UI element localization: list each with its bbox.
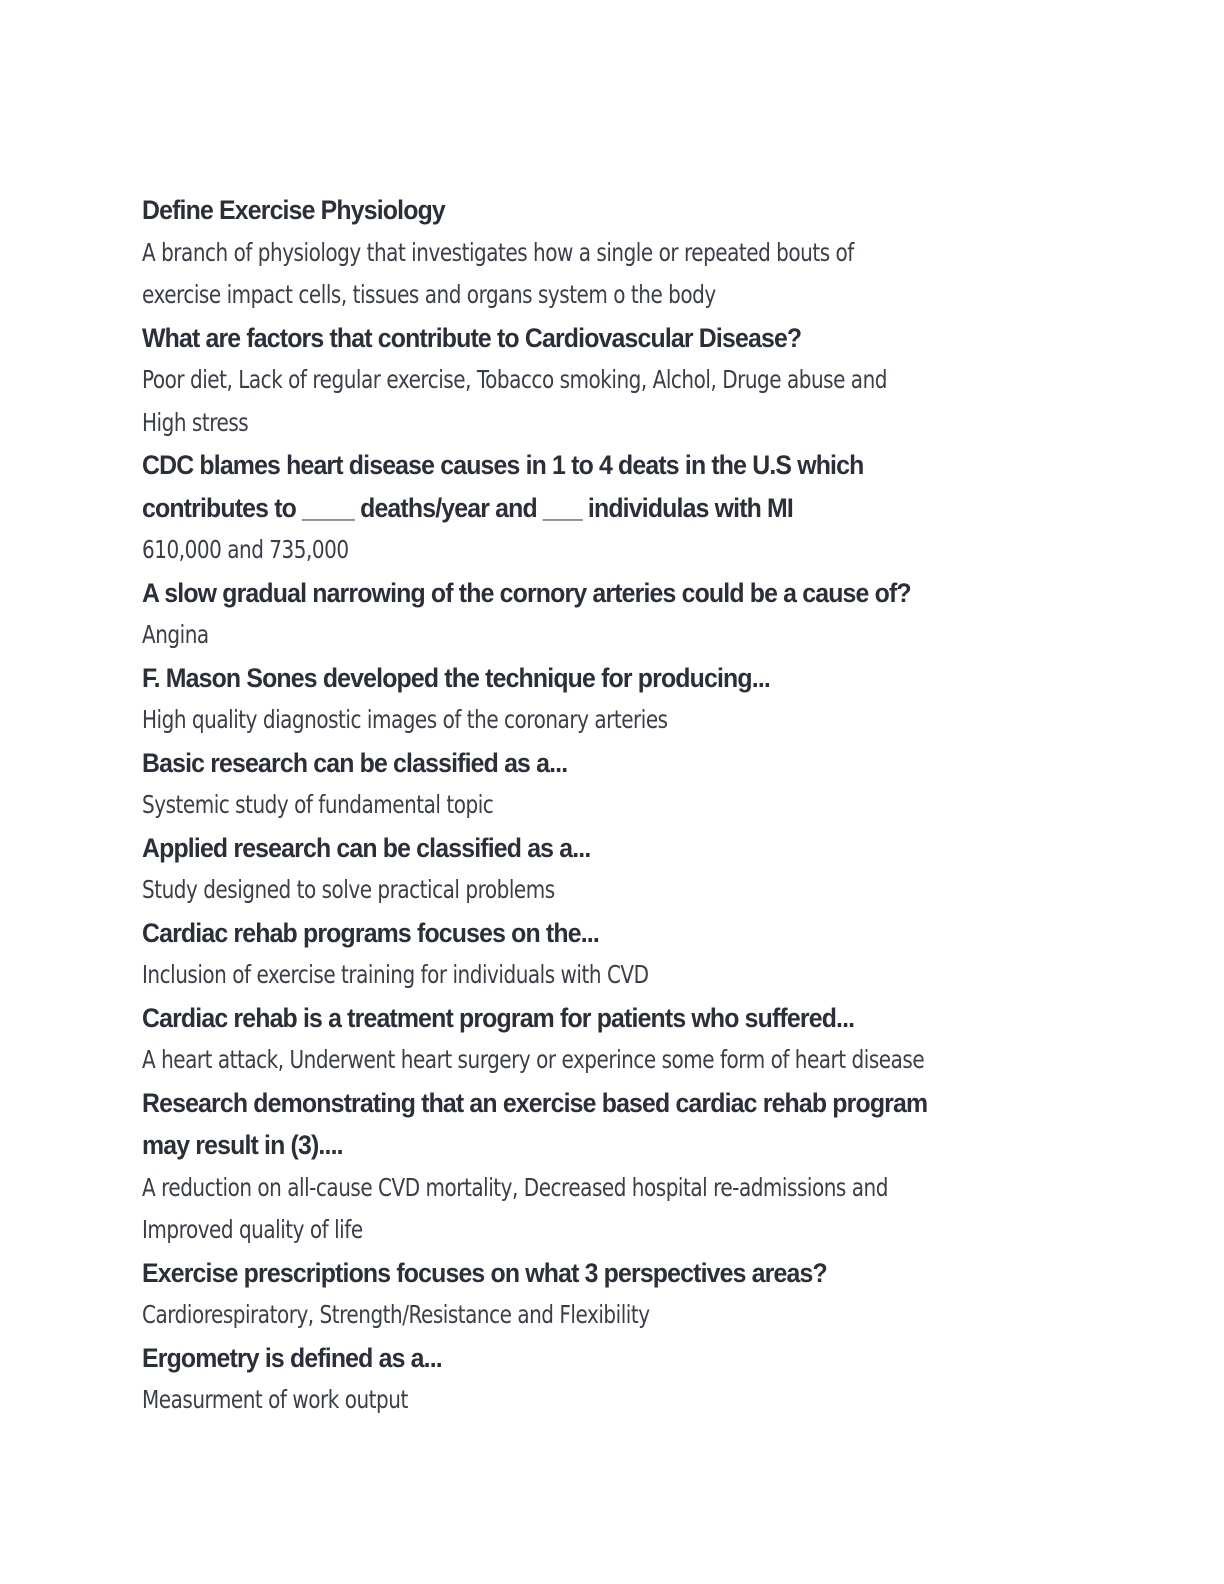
question-line: Define Exercise Physiology	[142, 195, 445, 225]
answer-line: Study designed to solve practical problems	[142, 875, 555, 904]
answer-line: Angina	[142, 620, 209, 649]
qa-item-rehab-research-results	[142, 1082, 1142, 1252]
question-line: Research demonstrating that an exercise based cardiac rehab program	[142, 1087, 928, 1118]
answer-line: A branch of physiology that investigates how a single or repeated bouts of	[142, 237, 854, 267]
qa-item-angina	[142, 572, 1142, 657]
answer-line: A reduction on all-cause CVD mortality, Decreased hospital re-admissions and	[142, 1172, 888, 1202]
qa-item-cvd-factors	[142, 317, 1142, 445]
question-line: CDC blames heart disease causes in 1 to 4 deats in the U.S which	[142, 450, 864, 480]
question-line: Cardiac rehab programs focuses on the...	[142, 917, 599, 948]
document-page	[142, 189, 1142, 1422]
qa-item-mason-sones	[142, 657, 1142, 742]
qa-item-cardiac-rehab-focus	[142, 912, 1142, 997]
answer-line: 610,000 and 735,000	[142, 535, 349, 564]
answer-line: High stress	[142, 407, 249, 437]
answer-line: Measurment of work output	[142, 1385, 408, 1414]
qa-item-ergometry	[142, 1337, 1142, 1422]
qa-item-applied-research	[142, 827, 1142, 912]
question-line: may result in (3)....	[142, 1130, 343, 1160]
qa-item-basic-research	[142, 742, 1142, 827]
question-line: F. Mason Sones developed the technique for producing...	[142, 662, 770, 693]
qa-item-cdc-heart-disease	[142, 444, 1142, 572]
answer-line: Inclusion of exercise training for individuals with CVD	[142, 960, 649, 989]
question-line: Cardiac rehab is a treatment program for patients who suffered...	[142, 1002, 855, 1033]
question-line: Applied research can be classified as a...	[142, 832, 591, 863]
answer-line: A heart attack, Underwent heart surgery or experince some form of heart disease	[142, 1045, 925, 1074]
question-line: Ergometry is defined as a...	[142, 1342, 442, 1373]
question-line: Exercise prescriptions focuses on what 3 perspectives areas?	[142, 1257, 827, 1288]
answer-line: Systemic study of fundamental topic	[142, 790, 494, 819]
answer-line: exercise impact cells, tissues and organs system o the body	[142, 280, 716, 309]
question-line: A slow gradual narrowing of the cornory arteries could be a cause of?	[142, 577, 911, 608]
answer-line: High quality diagnostic images of the coronary arteries	[142, 705, 668, 734]
qa-item-cardiac-rehab-patients	[142, 997, 1142, 1082]
answer-line: Poor diet, Lack of regular exercise, Tobacco smoking, Alchol, Druge abuse and	[142, 365, 887, 394]
answer-line: Improved quality of life	[142, 1215, 363, 1244]
question-line: What are factors that contribute to Cardiovascular Disease?	[142, 322, 802, 353]
answer-line: Cardiorespiratory, Strength/Resistance and Flexibility	[142, 1300, 650, 1329]
qa-item-exercise-physiology	[142, 189, 1142, 317]
question-line: contributes to ____ deaths/year and ___ individulas with MI	[142, 492, 794, 523]
question-line: Basic research can be classified as a...	[142, 747, 568, 778]
qa-item-exercise-prescriptions	[142, 1252, 1142, 1337]
